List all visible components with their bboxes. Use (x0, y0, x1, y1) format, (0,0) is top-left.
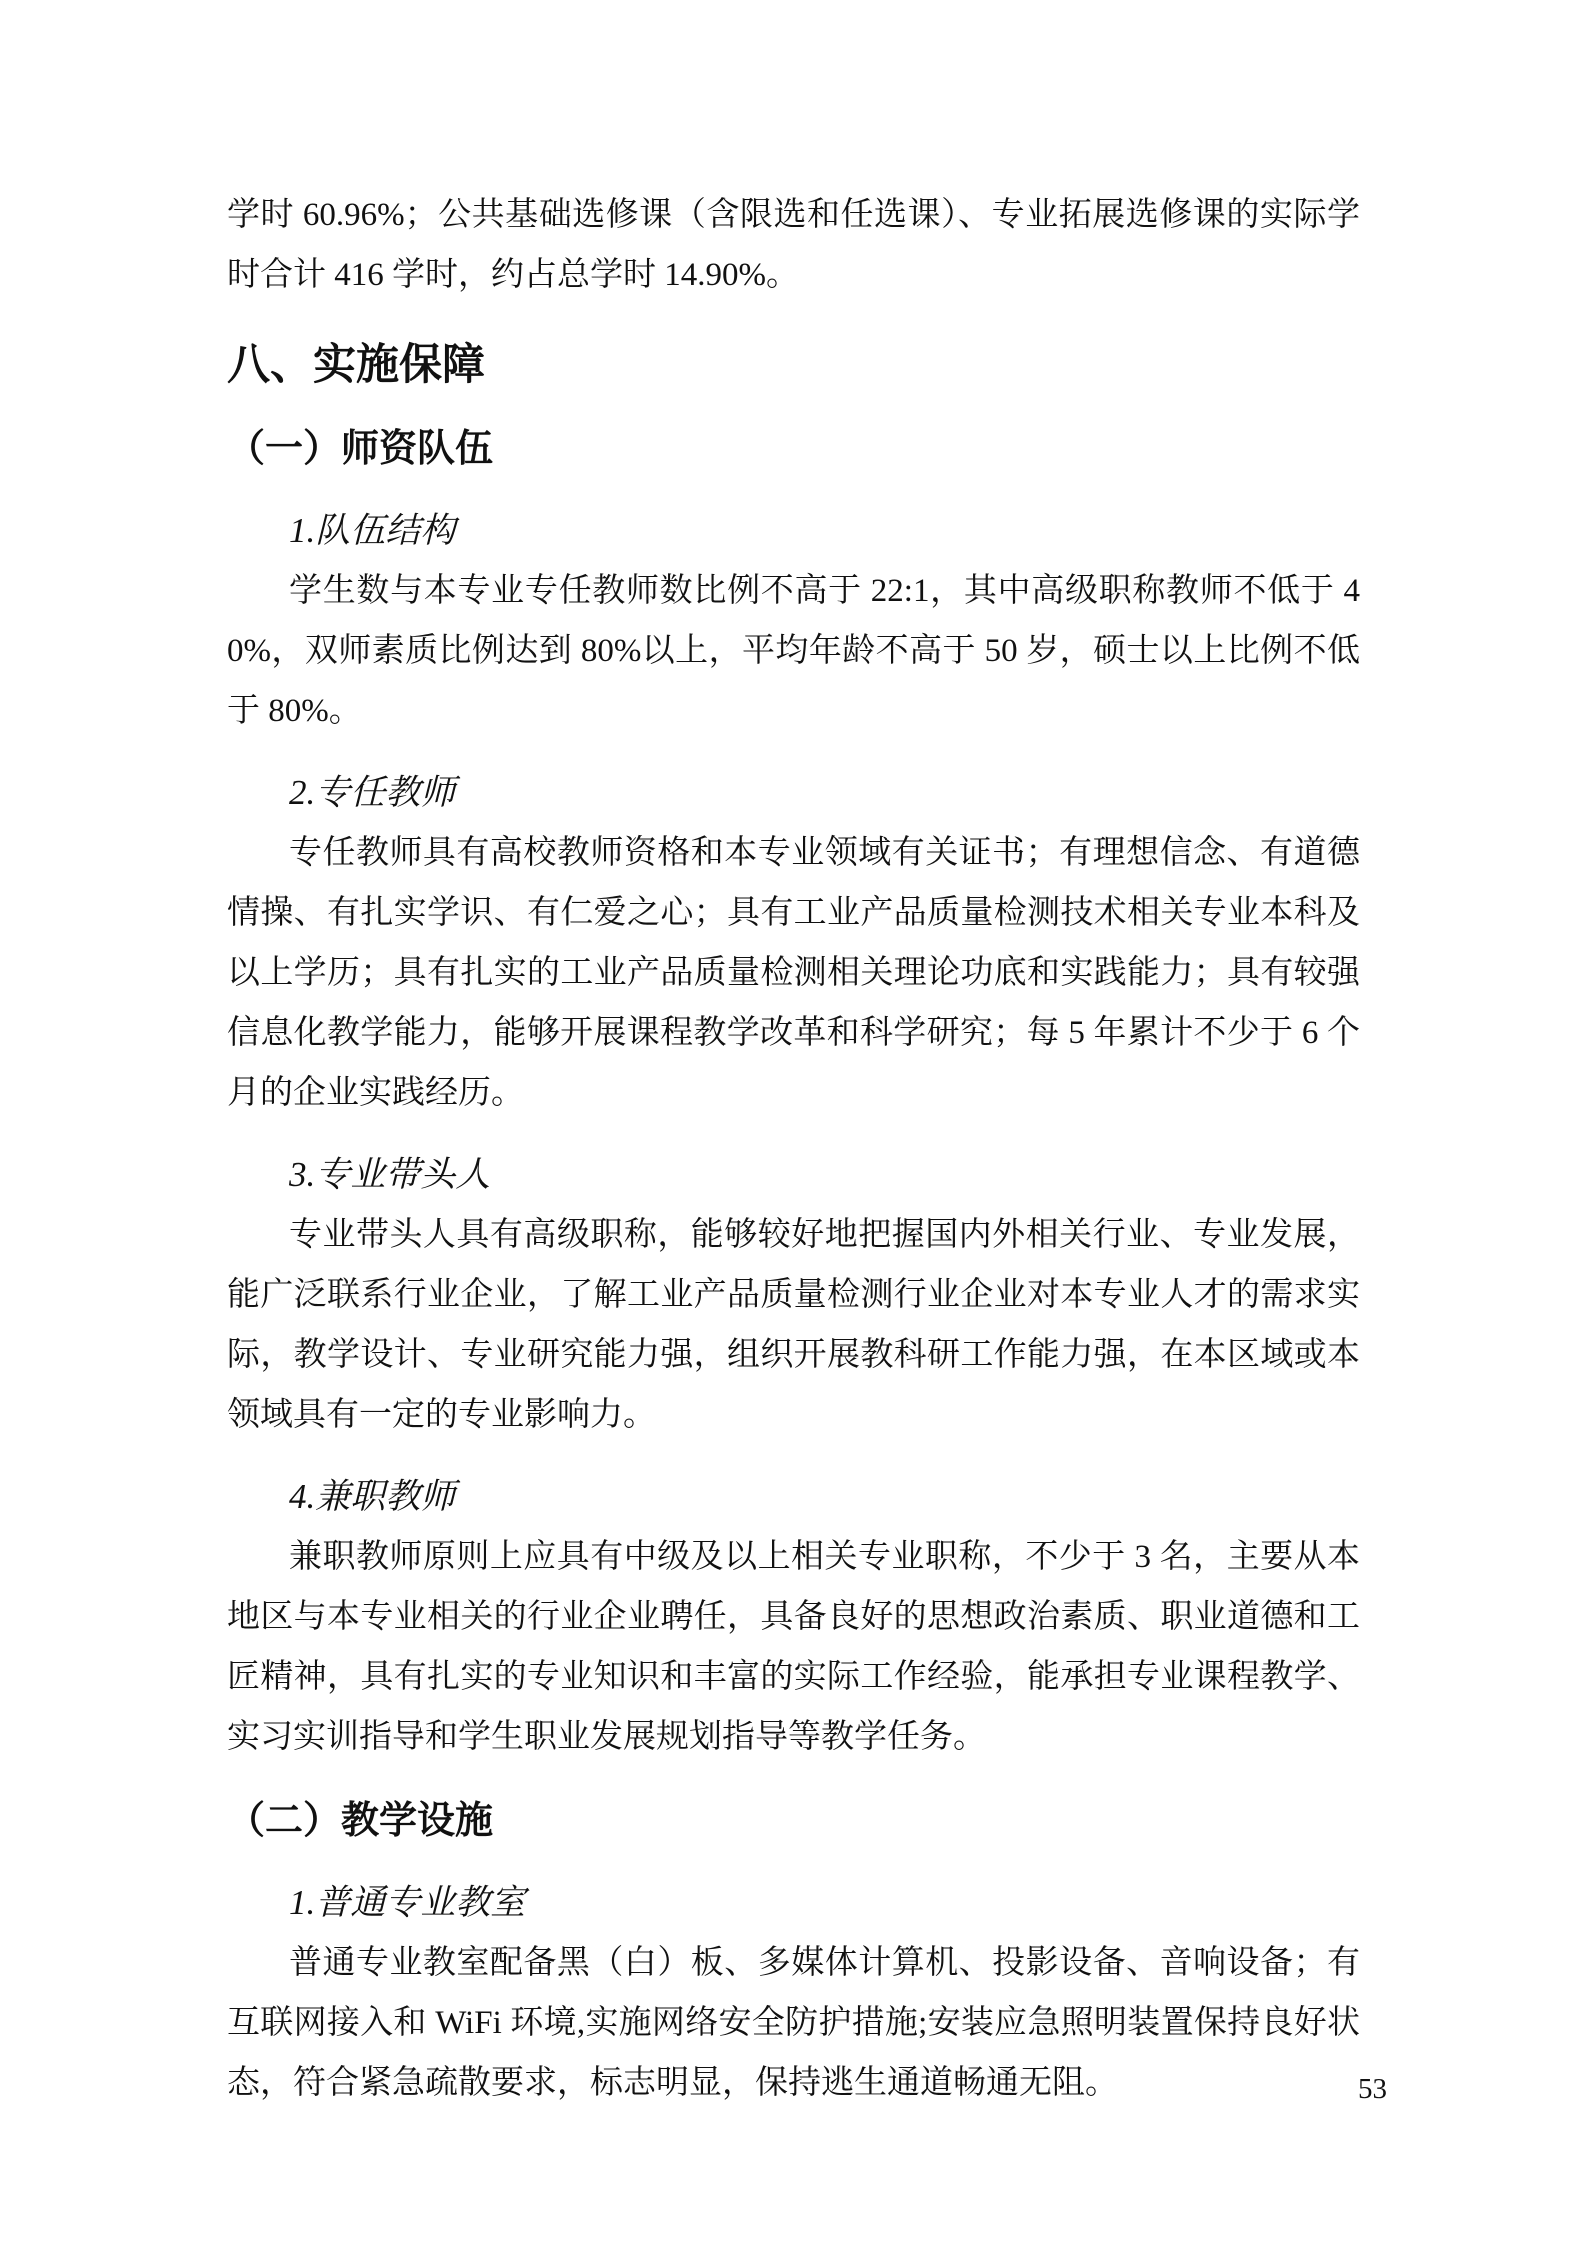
page-number: 53 (1358, 2073, 1387, 2105)
section-heading-teachers: （一）师资队伍 (227, 428, 494, 470)
subsection-heading-fulltime-teachers: 2.专任教师 (289, 773, 456, 812)
subsection-heading-parttime-teachers: 4.兼职教师 (289, 1477, 456, 1516)
subsection-heading-program-leader: 3.专业带头人 (289, 1155, 491, 1194)
subsection-heading-team-structure: 1.队伍结构 (289, 511, 456, 550)
chapter-heading: 八、实施保障 (227, 341, 485, 389)
intro-paragraph: 学时 60.96%；公共基础选修课（含限选和任选课）、专业拓展选修课的实际学时合计 416 学时，约占总学时 14.90%。 (227, 197, 1360, 293)
paragraph-program-leader: 专业带头人具有高级职称，能够较好地把握国内外相关行业、专业发展，能广泛联系行业企业，了解工业产品质量检测行业企业对本专业人才的需求实际，教学设计、专业研究能力强，组织开展教科研工作能力强，在本区域或本领域具有一定的专业影响力。 (227, 1217, 1360, 1433)
paragraph-parttime-teachers: 兼职教师原则上应具有中级及以上相关专业职称，不少于 3 名，主要从本地区与本专业相关的行业企业聘任，具备良好的思想政治素质、职业道德和工匠精神，具有扎实的专业知识和丰富的实际工作经验，能承担专业课程教学、实习实训指导和学生职业发展规划指导等教学任务。 (227, 1539, 1360, 1755)
paragraph-ordinary-classroom: 普通专业教室配备黑（白）板、多媒体计算机、投影设备、音响设备；有互联网接入和 WiFi 环境,实施网络安全防护措施;安装应急照明装置保持良好状态，符合紧急疏散要求，标志明显，保持逃生通道畅通无阻。 (227, 1945, 1360, 2101)
section-heading-facilities: （二）教学设施 (227, 1800, 494, 1842)
subsection-heading-ordinary-classroom: 1.普通专业教室 (289, 1883, 526, 1922)
paragraph-fulltime-teachers: 专任教师具有高校教师资格和本专业领域有关证书；有理想信念、有道德情操、有扎实学识、有仁爱之心；具有工业产品质量检测技术相关专业本科及以上学历；具有扎实的工业产品质量检测相关理论功底和实践能力；具有较强信息化教学能力，能够开展课程教学改革和科学研究；每 5 年累计不少于 6 个月的企业实践经历。 (227, 835, 1360, 1111)
paragraph-team-structure: 学生数与本专业专任教师数比例不高于 22:1，其中高级职称教师不低于 40%，双师素质比例达到 80%以上，平均年龄不高于 50 岁，硕士以上比例不低于 80%。 (227, 573, 1360, 729)
